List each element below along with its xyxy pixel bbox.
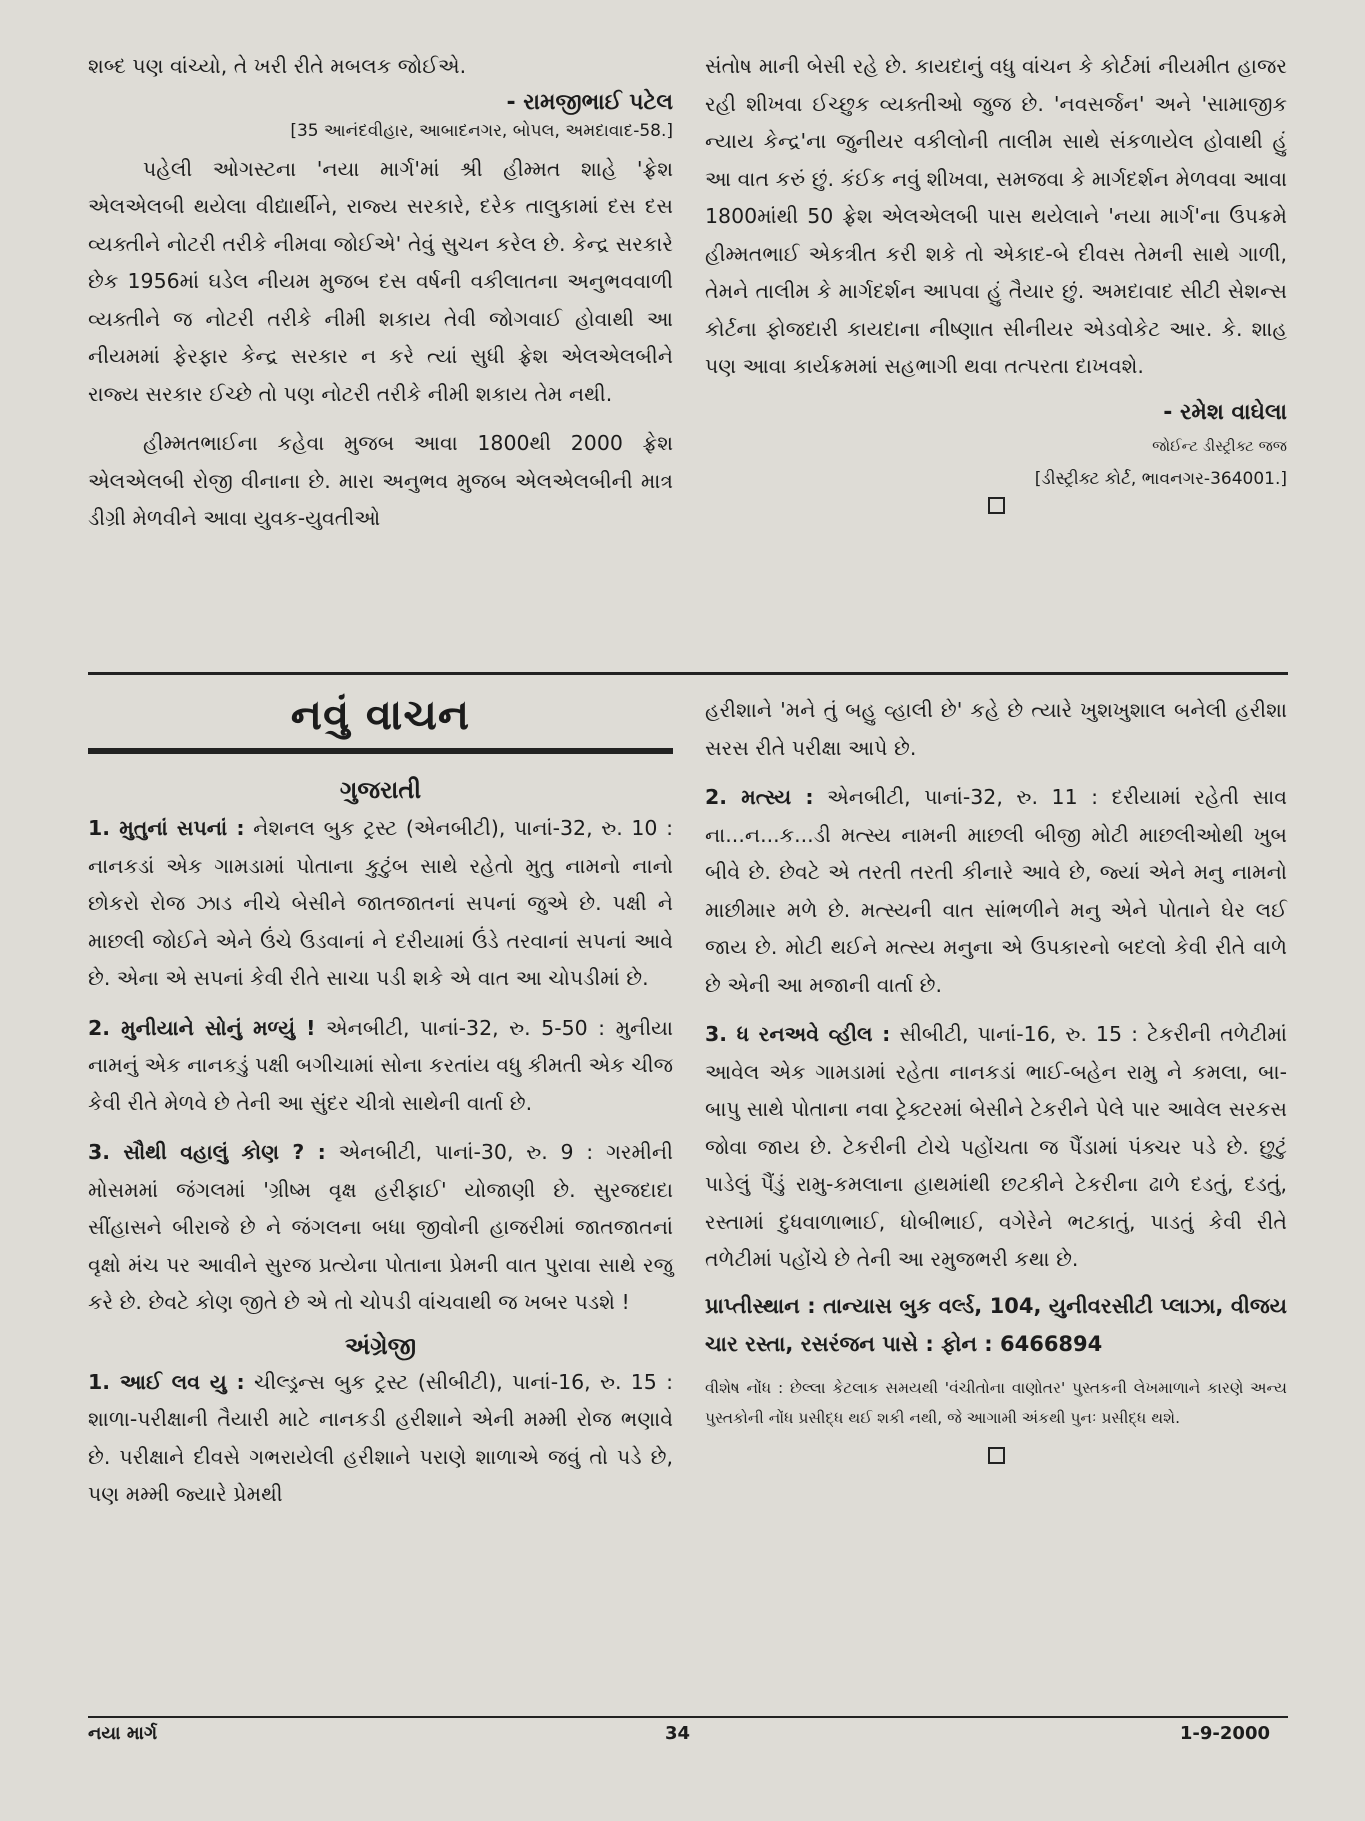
footer-rule bbox=[88, 1716, 1288, 1718]
letter-2-para-2: હીમ્મતભાઈના કહેવા મુજબ આવા 1800થી 2000 ફ્રેશ એલએલબી રોજી વીનાના છે. મારા અનુભવ મુજબ એલએલબીની માત્ર ડીગ્રી મેળવીને આવા યુવક-યુવતીઓ bbox=[88, 431, 673, 530]
heading-underline bbox=[88, 748, 673, 754]
publisher-info: પ્રાપ્તીસ્થાન : તાન્યાસ બુક વર્લ્ડ, 104, યુનીવરસીટી પ્લાઝા, વીજય ચાર રસ્તા, રસરંજન પાસે : ફોન : 6466894 bbox=[705, 1293, 1287, 1356]
gujarati-subheading: ગુજરાતી bbox=[339, 776, 422, 804]
new-reading-right-column bbox=[705, 692, 1287, 1468]
footer-magazine-name: નયા માર્ગ bbox=[88, 1723, 158, 1744]
book-item-3: 3. સૌથી વહાલું કોણ ? : એનબીટી, પાનાં-30, રુ. 9 : ગરમીની મોસમમાં જંગલમાં 'ગ્રીષ્મ વૃક્ષ હરીફાઈ' યોજાણી છે. સુરજદાદા સીંહાસને બીરાજે છે ને જંગલના બધા જીવોની હાજરીમાં જાતજાતનાં વૃક્ષો મંચ પર આવીને સુરજ પ્રત્યેના પોતાના પ્રેમની વાત પુરાવા સાથે રજુ કરે છે. છેવટે કોણ જીતે છે એ તો ચોપડી વાંચવાથી જ ખબર પડશે ! bbox=[88, 1140, 673, 1314]
letter-1-address: [35 આનંદવીહાર, આબાદનગર, બોપલ, અમદાવાદ-58.] bbox=[290, 120, 673, 141]
letter-2-para-1: પહેલી ઓગસ્ટના 'નયા માર્ગ'માં શ્રી હીમ્મત શાહે 'ફ્રેશ એલએલબી થયેલા વીદ્યાર્થીને, રાજ્ય સરકારે, દરેક તાલુકામાં દસ દસ વ્યક્તીને નોટરી તરીકે નીમવા જોઈએ' તેવું સુચન કરેલ છે. કેન્દ્ર સરકારે છેક 1956માં ઘડેલ નીયમ મુજબ દસ વર્ષની વકીલાતના અનુભવવાળી વ્યક્તીને જ નોટરી તરીકે નીમી શકાય તેવી જોગવાઈ હોવાથી આ નીયમમાં ફેરફાર કેન્દ્ર સરકાર ન કરે ત્યાં સુધી ફ્રેશ એલએલબીને રાજ્ય સરકાર ઈચ્છે તો પણ નોટરી તરીકે નીમી શકાય તેમ નથી. bbox=[88, 156, 673, 406]
footer-date: 1-9-2000 bbox=[1179, 1723, 1270, 1744]
letter-continuation: શબ્દ પણ વાંચ્યો, તે ખરી રીતે મબલક જોઈએ. bbox=[88, 54, 467, 78]
end-mark-1 bbox=[705, 497, 1287, 518]
footer-page-number: 34 bbox=[665, 1723, 691, 1744]
new-reading-left-column bbox=[88, 690, 673, 1514]
book-item-1: 1. મુતુનાં સપનાં : નેશનલ બુક ટ્રસ્ટ (એનબીટી), પાનાં-32, રુ. 10 : નાનકડાં એક ગામડામાં પોતાના કુટુંબ સાથે રહેતો મુતુ નામનો નાનો છોકરો રોજ ઝાડ નીચે બેસીને જાતજાતનાં સપનાં જુએ છે. પક્ષી ને માછલી જોઈને એને ઉંચે ઉડવાનાં ને દરીયામાં ઉંડે તરવાનાં સપનાં આવે છે. એના એ સપનાં કેવી રીતે સાચા પડી શકે એ વાત આ ચોપડીમાં છે. bbox=[88, 816, 673, 990]
letter-1-column bbox=[88, 48, 673, 538]
letter-1-signature: - રામજીભાઈ પટેલ bbox=[506, 89, 673, 115]
letter-2-address: [ડીસ્ટ્રીક્ટ કોર્ટ, ભાવનગર-364001.] bbox=[1034, 468, 1287, 489]
letter-2-designation: જોઈન્ટ ડીસ્ટ્રીક્ટ જજ bbox=[1152, 436, 1287, 455]
section-divider bbox=[88, 672, 1288, 675]
section-heading: નવું વાચન bbox=[290, 690, 471, 739]
english-book-item-2: 2. મત્સ્ય : એનબીટી, પાનાં-32, રુ. 11 : દરીયામાં રહેતી સાવ ના...ન...ક...ડી મત્સ્ય નામની માછલી બીજી મોટી માછલીઓથી ખુબ બીવે છે. છેવટે એ તરતી તરતી કીનારે આવે છે, જ્યાં એને મનુ નામનો માછીમાર મળે છે. મત્સ્યની વાત સાંભળીને મનુ એને પોતાને ઘેર લઈ જાય છે. મોટી થઈને મત્સ્ય મનુના એ ઉપકારનો બદલો કેવી રીતે વાળે છે એની આ મજાની વાર્તા છે. bbox=[705, 785, 1287, 997]
letter-2-para-3: સંતોષ માની બેસી રહે છે. કાયદાનું વધુ વાંચન કે કોર્ટમાં નીયમીત હાજર રહી શીખવા ઈચ્છુક વ્યક્તીઓ જુજ છે. 'નવસર્જન' અને 'સામાજીક ન્યાય કેન્દ્ર'ના જુનીયર વકીલોની તાલીમ સાથે સંકળાયેલ હોવાથી હું આ વાત કરું છું. કંઈક નવું શીખવા, સમજવા કે માર્ગદર્શન મેળવવા આવા 1800માંથી 50 ફ્રેશ એલએલબી પાસ થયેલાને 'નયા માર્ગ'ના ઉપક્રમે હીમ્મતભાઈ એકત્રીત કરી શકે તો એકાદ-બે દીવસ તેમની સાથે ગાળી, તેમને તાલીમ કે માર્ગદર્શન આપવા હું તૈયાર છું. અમદાવાદ સીટી સેશન્સ કોર્ટના ફોજદારી કાયદાના નીષ્ણાત સીનીયર એડવોકેટ આર. કે. શાહ પણ આવા કાર્યક્રમમાં સહભાગી થવા તત્પરતા દાખવશે. bbox=[705, 54, 1287, 378]
letter-2-column bbox=[705, 48, 1287, 518]
english-subheading: અંગ્રેજી bbox=[344, 1331, 417, 1360]
english-book-item-3: 3. ધ રનઅવે વ્હીલ : સીબીટી, પાનાં-16, રુ. 15 : ટેકરીની તળેટીમાં આવેલ એક ગામડામાં રહેતા નાનકડાં ભાઈ-બહેન રામુ ને કમલા, બા-બાપુ સાથે પોતાના નવા ટ્રેક્ટરમાં બેસીને ટેકરીને પેલે પાર આવેલ સરકસ જોવા જાય છે. ટેકરીની ટોચે પહોંચતા જ પૈંડામાં પંક્ચર પડે છે. છુટું પાડેલું પૈંડું રામુ-કમલાના હાથમાંથી છટકીને ટેકરીના ઢાળે દડતું, દડતું, રસ્તામાં દુધવાળાભાઈ, ધોબીભાઈ, વગેરેને ભટકાતું, પાડતું કેવી રીતે તળેટીમાં પહોંચે છે તેની આ રમુજભરી કથા છે. bbox=[705, 1022, 1287, 1271]
english-book-item-1: 1. આઈ લવ યુ : ચીલ્ડ્રન્સ બુક ટ્રસ્ટ (સીબીટી), પાનાં-16, રુ. 15 : શાળા-પરીક્ષાની તૈયારી માટે નાનકડી હરીશાને એની મમ્મી રોજ ભણાવે છે. પરીક્ષાને દીવસે ગભરાયેલી હરીશાને પરાણે શાળાએ જવું તો પડે છે, પણ મમ્મી જ્યારે પ્રેમથી bbox=[88, 1369, 673, 1506]
book-item-2: 2. મુનીયાને સોનું મળ્યું ! એનબીટી, પાનાં-32, રુ. 5-50 : મુનીયા નામનું એક નાનકડું પક્ષી બગીચામાં સોના કરતાંય વધુ કીમતી એક ચીજ કેવી રીતે મેળવે છે તેની આ સુંદર ચીત્રો સાથેની વાર્તા છે. bbox=[88, 1015, 673, 1115]
end-mark-2 bbox=[705, 1447, 1287, 1468]
english-book-item-1-cont: હરીશાને 'મને તું બહુ વ્હાલી છે' કહે છે ત્યારે ખુશખુશાલ બનેલી હરીશા સરસ રીતે પરીક્ષા આપે છે. bbox=[705, 698, 1287, 760]
special-note: વીશેષ નોંધ : છેલ્લા કેટલાક સમયથી 'વંચીતોના વાણોતર' પુસ્તકની લેખમાળાને કારણે અન્ય પુસ્તકોની નોંધ પ્રસીદ્ધ થઈ શકી નથી, જે આગામી અંકથી પુનઃ પ્રસીદ્ધ થશે. bbox=[705, 1378, 1287, 1427]
letter-2-signature: - રમેશ વાઘેલા bbox=[1163, 399, 1287, 425]
